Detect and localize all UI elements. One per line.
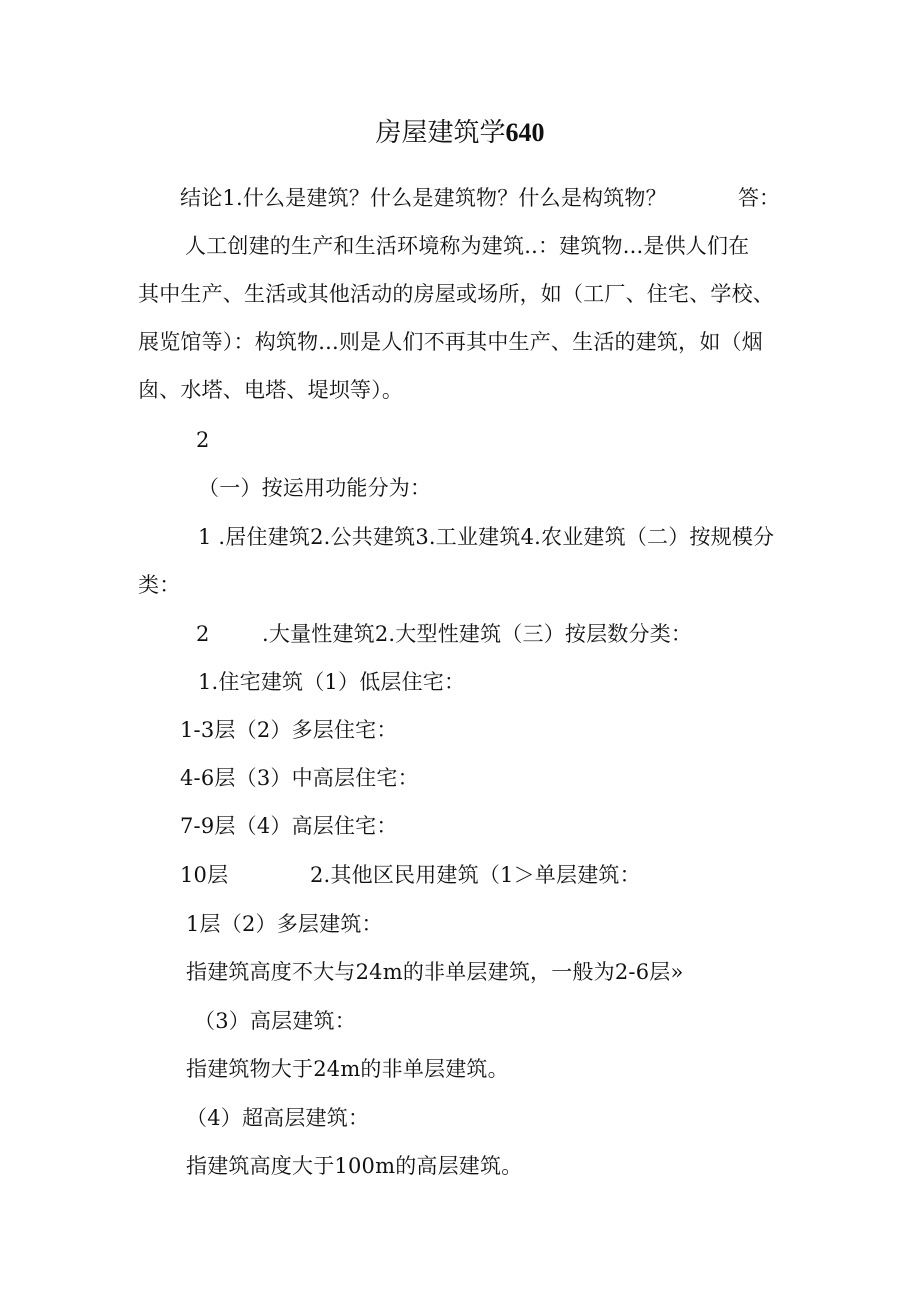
definition-line: 指建筑物大于24m的非单层建筑。 xyxy=(186,1057,509,1081)
list-item: （4）超高层建筑： xyxy=(186,1106,370,1130)
section-heading: （一）按运用功能分为： xyxy=(198,476,432,500)
list-item: 1.住宅建筑（1）低层住宅： xyxy=(198,670,466,694)
list-item: 10层 xyxy=(180,863,229,887)
paragraph-line: 其中生产、生活或其他活动的房屋或场所，如（工厂、住宅、学校、 xyxy=(138,282,774,306)
document-title xyxy=(0,116,920,150)
question-line: 结论1.什么是建筑？什么是建筑物？什么是构筑物？ xyxy=(180,186,667,210)
title-text: 房屋建筑学 xyxy=(375,118,506,148)
list-number: 2 xyxy=(196,622,210,646)
answer-label: 答： xyxy=(738,186,780,210)
list-item: 2.其他区民用建筑（1＞单层建筑： xyxy=(310,863,641,887)
paragraph-line: 展览馆等）：构筑物...则是人们不再其中生产、生活的建筑，如（烟 xyxy=(138,330,763,354)
definition-line: 指建筑高度大于100m的高层建筑。 xyxy=(186,1154,523,1178)
list-item: 1-3层（2）多层住宅： xyxy=(180,718,398,742)
paragraph-line: 囱、水塔、电塔、堤坝等）。 xyxy=(138,378,404,402)
paragraph-line: 1 .居住建筑2.公共建筑3.工业建筑4.农业建筑（二）按规模分 xyxy=(198,525,775,549)
title-number: 640 xyxy=(505,118,545,147)
paragraph-line: 类： xyxy=(138,573,181,597)
list-item: 1层（2）多层建筑： xyxy=(186,912,383,936)
paragraph-line: .大量性建筑2.大型性建筑（三）按层数分类： xyxy=(262,622,693,646)
list-item: 7-9层（4）高层住宅： xyxy=(180,814,398,838)
list-item: （3）高层建筑： xyxy=(194,1009,356,1033)
section-number: 2 xyxy=(196,428,210,452)
definition-line: 指建筑高度不大与24m的非单层建筑，一般为2-6层» xyxy=(186,960,684,984)
list-item: 4-6层（3）中高层住宅： xyxy=(180,766,419,790)
paragraph-line: 人工创建的生产和生活环境称为建筑..：建筑物...是供人们在 xyxy=(185,234,750,258)
